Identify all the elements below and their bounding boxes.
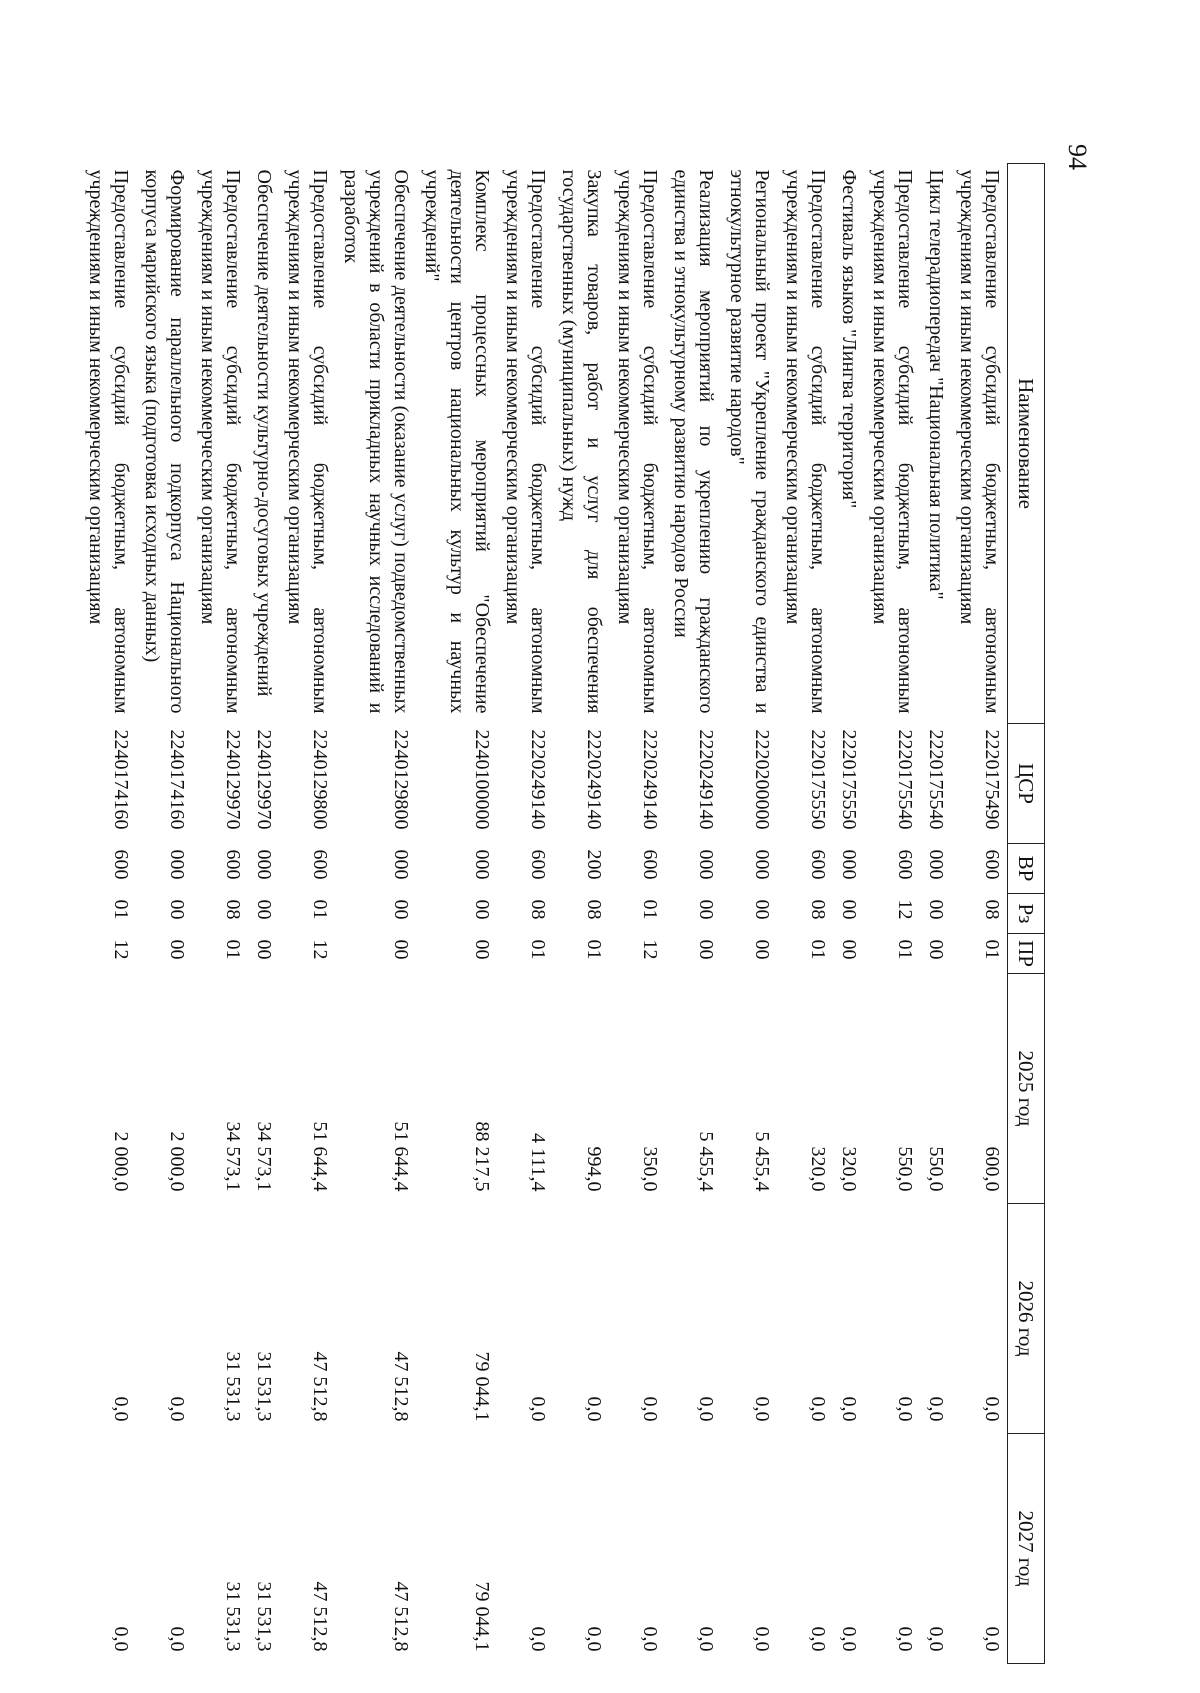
cell-name: Предоставление субсидий бюджетным, автономным учреждениям и иным некоммерческим организациям: [782, 169, 829, 714]
cell-2025: 34 573,1: [253, 1121, 275, 1192]
table-row: [665, 164, 721, 1664]
cell-2027: 0,0: [583, 1626, 605, 1652]
cell-2026: 0,0: [838, 1396, 860, 1422]
cell-2026: 31 531,3: [253, 1351, 275, 1422]
cell-name: Предоставление субсидий бюджетным, автономным учреждениям и иным некоммерческим организациям: [502, 169, 549, 714]
cell-2026: 0,0: [110, 1396, 132, 1422]
cell-2025: 5 455,4: [751, 1131, 773, 1192]
cell-2026: 47 512,8: [390, 1351, 412, 1422]
cell-rz: 00: [253, 899, 275, 920]
cell-csr: 2220249140: [583, 729, 605, 830]
cell-csr: 2220249140: [527, 729, 549, 830]
cell-2026: 0,0: [981, 1396, 1003, 1422]
cell-name: Предоставление субсидий бюджетным, автономным учреждениям и иным некоммерческим организациям: [956, 169, 1003, 714]
cell-name: Предоставление субсидий бюджетным, автономным учреждениям и иным некоммерческим организациям: [197, 169, 244, 714]
table-header-row: [1008, 164, 1045, 1664]
cell-2026: 0,0: [639, 1396, 661, 1422]
cell-rz: 01: [110, 899, 132, 920]
cell-2027: 0,0: [807, 1626, 829, 1652]
cell-vr: 600: [981, 849, 1003, 880]
cell-vr: 600: [309, 849, 331, 880]
cell-2025: 4 111,4: [527, 1132, 549, 1192]
cell-2026: 0,0: [925, 1396, 947, 1422]
header-rz: Рз: [1008, 894, 1045, 934]
cell-2025: 994,0: [583, 1146, 605, 1192]
cell-csr: 2220175540: [894, 729, 916, 830]
cell-csr: 2220175490: [981, 729, 1003, 830]
cell-2027: 0,0: [981, 1626, 1003, 1652]
cell-2025: 5 455,4: [695, 1131, 717, 1192]
table-row: [864, 164, 920, 1664]
cell-pr: 01: [583, 939, 605, 960]
table-row: [80, 164, 136, 1664]
cell-name: Комплекс процессных мероприятий "Обеспечение деятельности центров национальных культур и научных учреждений": [421, 169, 493, 714]
cell-2025: 320,0: [807, 1146, 829, 1192]
cell-vr: 600: [807, 849, 829, 880]
cell-rz: 00: [695, 899, 717, 920]
cell-2027: 0,0: [925, 1626, 947, 1652]
cell-vr: 600: [110, 849, 132, 880]
cell-2025: 34 573,1: [222, 1121, 244, 1192]
cell-2025: 350,0: [639, 1146, 661, 1192]
cell-vr: 000: [838, 849, 860, 880]
cell-vr: 000: [166, 849, 188, 880]
cell-2026: 0,0: [527, 1396, 549, 1422]
table-row: [248, 164, 279, 1664]
cell-csr: 2220200000: [751, 729, 773, 830]
cell-2027: 31 531,3: [253, 1581, 275, 1652]
cell-vr: 000: [390, 849, 412, 880]
cell-csr: 2240129800: [390, 729, 412, 830]
cell-2027: 0,0: [751, 1626, 773, 1652]
cell-pr: 01: [981, 939, 1003, 960]
cell-2027: 0,0: [639, 1626, 661, 1652]
cell-pr: 00: [253, 939, 275, 960]
cell-2026: 0,0: [894, 1396, 916, 1422]
cell-vr: 000: [751, 849, 773, 880]
cell-vr: 600: [222, 849, 244, 880]
cell-csr: 2240129970: [253, 729, 275, 830]
cell-csr: 2220249140: [695, 729, 717, 830]
header-name: Наименование: [1008, 164, 1045, 724]
cell-name: Реализация мероприятий по укреплению гражданского единства и этнокультурному развитию народов России: [670, 169, 717, 714]
cell-rz: 08: [981, 899, 1003, 920]
cell-pr: 12: [639, 939, 661, 960]
cell-vr: 000: [925, 849, 947, 880]
cell-2027: 0,0: [695, 1626, 717, 1652]
cell-2027: 0,0: [527, 1626, 549, 1652]
cell-name: Закупка товаров, работ и услуг для обеспечения государственных (муниципальных) нужд: [558, 169, 605, 714]
cell-pr: 01: [807, 939, 829, 960]
cell-2026: 47 512,8: [309, 1351, 331, 1422]
cell-vr: 000: [471, 849, 493, 880]
table-row: [833, 164, 864, 1664]
table-row: [609, 164, 665, 1664]
cell-2025: 2 000,0: [110, 1131, 132, 1192]
cell-name: Предоставление субсидий бюджетным, автономным учреждениям и иным некоммерческим организациям: [614, 169, 661, 714]
cell-rz: 00: [838, 899, 860, 920]
cell-rz: 08: [222, 899, 244, 920]
cell-2026: 0,0: [807, 1396, 829, 1422]
cell-2025: 600,0: [981, 1146, 1003, 1192]
cell-2026: 0,0: [166, 1396, 188, 1422]
cell-csr: 2240129970: [222, 729, 244, 830]
page-number: 94: [1063, 144, 1092, 170]
header-2026: 2026 год: [1008, 1204, 1045, 1434]
cell-name: Цикл телерадиопередач "Национальная политика": [925, 169, 947, 600]
cell-2026: 0,0: [751, 1396, 773, 1422]
cell-pr: 00: [390, 939, 412, 960]
cell-name: Формирование параллельного подкорпуса Национального корпуса марийского языка (подготовка исходных данных): [141, 169, 188, 714]
cell-2026: 0,0: [583, 1396, 605, 1422]
cell-vr: 000: [253, 849, 275, 880]
cell-name: Региональный проект "Укрепление гражданского единства и этнокультурное развитие народов": [726, 169, 773, 714]
cell-rz: 01: [309, 899, 331, 920]
cell-vr: 600: [639, 849, 661, 880]
cell-name: Фестиваль языков "Лингва территория": [838, 169, 860, 509]
cell-csr: 2220175550: [838, 729, 860, 830]
cell-rz: 08: [527, 899, 549, 920]
cell-pr: 00: [471, 939, 493, 960]
header-csr: ЦСР: [1008, 724, 1045, 844]
cell-csr: 2240174160: [110, 729, 132, 830]
cell-pr: 01: [222, 939, 244, 960]
cell-pr: 12: [309, 939, 331, 960]
table-row: [416, 164, 497, 1664]
cell-2025: 550,0: [894, 1146, 916, 1192]
cell-pr: 01: [894, 939, 916, 960]
table-row: [136, 164, 192, 1664]
header-vr: ВР: [1008, 844, 1045, 894]
cell-2027: 79 044,1: [471, 1581, 493, 1652]
cell-vr: 600: [894, 849, 916, 880]
cell-rz: 00: [166, 899, 188, 920]
table-row: [553, 164, 609, 1664]
cell-csr: 2220175540: [925, 729, 947, 830]
table-row: [192, 164, 248, 1664]
cell-csr: 2220249140: [639, 729, 661, 830]
cell-rz: 00: [751, 899, 773, 920]
cell-2025: 51 644,4: [309, 1121, 331, 1192]
cell-2025: 51 644,4: [390, 1121, 412, 1192]
header-2027: 2027 год: [1008, 1434, 1045, 1664]
cell-vr: 000: [695, 849, 717, 880]
cell-2025: 88 217,5: [471, 1121, 493, 1192]
cell-csr: 2220175550: [807, 729, 829, 830]
cell-name: Предоставление субсидий бюджетным, автономным учреждениям и иным некоммерческим организациям: [284, 169, 331, 714]
table-row: [279, 164, 335, 1664]
cell-2027: 0,0: [110, 1626, 132, 1652]
cell-rz: 00: [390, 899, 412, 920]
cell-2025: 2 000,0: [166, 1131, 188, 1192]
cell-pr: 00: [751, 939, 773, 960]
cell-2027: 31 531,3: [222, 1581, 244, 1652]
cell-2027: 0,0: [894, 1626, 916, 1652]
cell-pr: 01: [527, 939, 549, 960]
cell-pr: 00: [695, 939, 717, 960]
table-row: [335, 164, 416, 1664]
cell-name: Обеспечение деятельности культурно-досуговых учреждений: [253, 169, 275, 697]
header-pr: ПР: [1008, 934, 1045, 974]
cell-2026: 31 531,3: [222, 1351, 244, 1422]
table-row: [777, 164, 833, 1664]
cell-pr: 00: [166, 939, 188, 960]
cell-2027: 47 512,8: [390, 1581, 412, 1652]
cell-pr: 00: [838, 939, 860, 960]
cell-csr: 2240100000: [471, 729, 493, 830]
table-row: [920, 164, 951, 1664]
table-body: [80, 164, 1008, 1664]
cell-pr: 12: [110, 939, 132, 960]
table-row: [721, 164, 777, 1664]
cell-rz: 08: [807, 899, 829, 920]
cell-name: Обеспечение деятельности (оказание услуг) подведомственных учреждений в области прикладных научных исследований и разработок: [340, 169, 412, 714]
table-row: [951, 164, 1008, 1664]
cell-rz: 12: [894, 899, 916, 920]
rotated-page-content: [0, 163, 1045, 1663]
cell-name: Предоставление субсидий бюджетным, автономным учреждениям и иным некоммерческим организациям: [85, 169, 132, 714]
cell-2027: 0,0: [838, 1626, 860, 1652]
cell-rz: 00: [925, 899, 947, 920]
cell-2026: 79 044,1: [471, 1351, 493, 1422]
cell-2027: 47 512,8: [309, 1581, 331, 1652]
cell-rz: 08: [583, 899, 605, 920]
cell-2025: 320,0: [838, 1146, 860, 1192]
cell-rz: 00: [471, 899, 493, 920]
cell-rz: 01: [639, 899, 661, 920]
cell-csr: 2240129800: [309, 729, 331, 830]
cell-pr: 00: [925, 939, 947, 960]
cell-name: Предоставление субсидий бюджетным, автономным учреждениям и иным некоммерческим организациям: [869, 169, 916, 714]
table-row: [497, 164, 553, 1664]
budget-table: [80, 163, 1045, 1664]
cell-csr: 2240174160: [166, 729, 188, 830]
cell-2027: 0,0: [166, 1626, 188, 1652]
cell-2026: 0,0: [695, 1396, 717, 1422]
header-2025: 2025 год: [1008, 974, 1045, 1204]
cell-2025: 550,0: [925, 1146, 947, 1192]
cell-vr: 200: [583, 849, 605, 880]
cell-vr: 600: [527, 849, 549, 880]
